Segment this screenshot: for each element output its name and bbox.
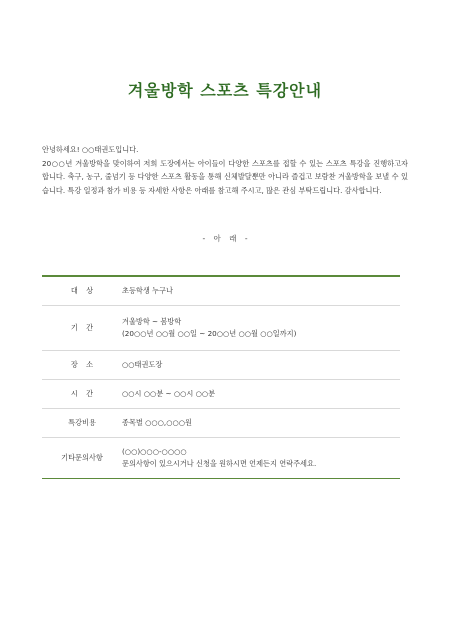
table-row	[42, 351, 400, 380]
details-table	[42, 275, 400, 479]
intro-paragraph: 20○○년 겨울방학을 맞이하여 저희 도장에서는 아이들이 다양한 스포츠를 접할 수 있는 스포츠 특강을 진행하고자 합니다. 축구, 농구, 줄넘기 등 다양한 스포츠 활동을 통해 신체발달뿐만 아니라 즐겁고 보람찬 겨울방학을 보낼 수 있습니다. 특강 일정과 참가 비용 등 자세한 사항은 아래를 참고해 주시고, 많은 관심 부탁드립니다. 감사합니다.	[42, 158, 408, 195]
row-label-cost: 특강비용	[68, 418, 96, 427]
row-value-time	[122, 388, 400, 400]
section-separator: - 아 래 -	[202, 234, 248, 243]
table-row	[42, 380, 400, 409]
row-value-inquiry	[122, 446, 400, 470]
row-label-time: 시 간	[70, 389, 94, 398]
intro-text	[42, 143, 408, 197]
row-label-target: 대 상	[70, 286, 94, 295]
row-value-target	[122, 285, 400, 297]
page-title: 겨울방학 스포츠 특강안내	[127, 81, 323, 100]
table-row	[42, 277, 400, 306]
value-line: (○○)○○○-○○○○	[122, 447, 187, 456]
greeting-line: 안녕하세요! ○○태권도입니다.	[42, 145, 139, 154]
table-row	[42, 306, 400, 351]
row-value-place	[122, 359, 400, 371]
table-row	[42, 409, 400, 438]
value-line: 종목별 ○○○,○○○원	[122, 418, 192, 427]
row-label-inquiry: 기타문의사항	[61, 453, 103, 462]
value-line: 겨울방학 ~ 봄방학	[122, 317, 182, 326]
value-line: ○○시 ○○분 ~ ○○시 ○○분	[122, 389, 216, 398]
row-label-period: 기 간	[70, 323, 94, 332]
table-row	[42, 438, 400, 478]
row-value-period	[122, 316, 400, 340]
value-line: 초등학생 누구나	[122, 286, 173, 295]
value-line: ○○태권도장	[122, 360, 163, 369]
value-line: (20○○년 ○○월 ○○일 ~ 20○○년 ○○월 ○○일까지)	[122, 329, 297, 338]
row-value-cost	[122, 417, 400, 429]
row-label-place: 장 소	[70, 360, 94, 369]
value-line: 문의사항이 있으시거나 신청을 원하시면 언제든지 연락주세요.	[122, 459, 317, 468]
